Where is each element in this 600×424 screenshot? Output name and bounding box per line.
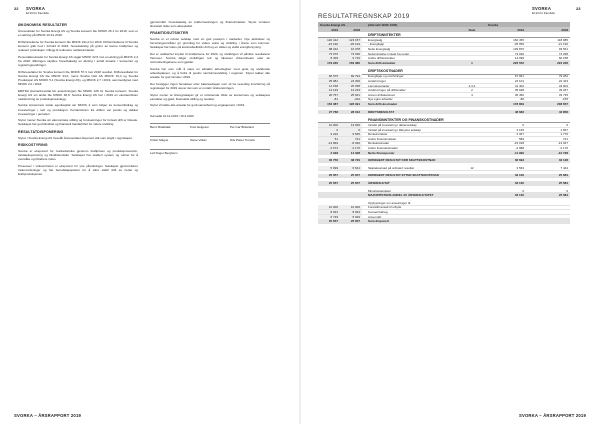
- cell-b: 14 328: [350, 150, 360, 155]
- cell-label: Andre finanskostnader: [368, 146, 399, 151]
- cell-d: 25 684: [558, 173, 568, 178]
- cell-a: 2 948: [330, 150, 338, 155]
- cell-label: Rentekostnader: [368, 141, 390, 146]
- cell-b: 25 657: [350, 173, 360, 178]
- signature-line: Nils Petter Tronsta: [230, 136, 270, 142]
- year-col-a: 2019: [331, 27, 338, 32]
- cell-a: 6 749: [318, 215, 340, 219]
- cell-label: MAJORITETENS ANDEL AV ÅRSRESULTATET: [368, 193, 434, 198]
- section-heading: RESULTATDISPONERING: [18, 129, 64, 134]
- cell-label: Foreslått avsatt til utbytte: [368, 205, 402, 210]
- cell-b: 13 233: [340, 88, 362, 92]
- cell-c: 3 165: [516, 127, 524, 132]
- cell-a: 25 657: [328, 219, 338, 224]
- signature-line: [230, 149, 270, 155]
- signature-block: [150, 123, 270, 155]
- cell-label: DRIFTSRESULTAT: [368, 109, 395, 114]
- cell-b: -2 176: [340, 146, 362, 150]
- cell-c: 36 450: [514, 92, 524, 97]
- cell-a: 27 768: [328, 109, 338, 114]
- cell-c: 35 928: [514, 88, 524, 93]
- cell-a: 179 946: [327, 60, 338, 65]
- cell-c: 0: [522, 188, 524, 193]
- cell-c: -2 988: [515, 146, 524, 151]
- cell-d: 60 158: [558, 56, 568, 61]
- cell-d: -13 937: [557, 141, 568, 146]
- cell-d: 25 684: [558, 193, 568, 198]
- cell-label: Konsernbidrag: [368, 210, 388, 215]
- cell-d: 39 267: [558, 88, 568, 93]
- cell-c: 160 455: [513, 37, 524, 42]
- cell-c: -15 018: [513, 141, 524, 146]
- cell-a: -15 190: [318, 42, 340, 46]
- signature-line: Bernt Brattbakk: [150, 123, 190, 129]
- cell-d: 33 735: [558, 92, 568, 97]
- cell-label: Opplysninger om avsetninger til:: [368, 200, 411, 205]
- body-paragraph: Svorka er eksponert for markedsrisiko gjennom kraftprisen og produksjonsvolum, valutaeksponering og likviditetsrisiko. Selskapet har etablert system og rutiner for å overvåke og håndtere risiko.: [18, 148, 138, 161]
- body-paragraph: Det foreligger ingen hendelser etter balansedagen som vil ha vesentlig innvirkning på regnskapet for 2019 utover det som er omtalt i årsberetningen.: [150, 81, 270, 90]
- cell-a: 152 387: [327, 101, 338, 106]
- cell-c: 33 130: [514, 173, 524, 178]
- cell-c: 67 961: [514, 74, 524, 79]
- cell-b: 24 300: [340, 79, 362, 83]
- cell-d: 118 985: [557, 37, 568, 42]
- page-title: RESULTATREGNSKAP 2019: [318, 13, 410, 20]
- cell-label: ORDINÆRT RESULTAT ETTER SKATTEKOSTNAD: [368, 173, 439, 178]
- text-column-2: [150, 20, 270, 155]
- entity-right-label: Svorka: [488, 22, 499, 27]
- cell-label: Energisalg: [368, 37, 383, 42]
- cell-c: 73 036: [514, 51, 524, 56]
- cell-a: 73 076: [318, 52, 340, 56]
- signature-line: Leif Roger Bergheim: [150, 149, 190, 155]
- cell-label: ORDINÆRT RESULTAT FØR SKATTEKOSTNAD: [368, 158, 436, 163]
- page-footer: SVORKA – ÅRSRAPPORT 2019: [14, 413, 82, 418]
- cell-c: 41 402: [514, 83, 524, 88]
- signature-line: Kristin Magne: [150, 136, 190, 142]
- cell-a: -81: [318, 97, 340, 101]
- body-paragraph: EBITDA (kontantresultat før avskrivninger) ble MNOK 128 for Svorka konsern. Svorka Energi AS sin andel ble MNOK 48,8. Svorka Energi AS har i 2019 en ekstraordinær nedskrivning av produksjonsanlegg.: [18, 88, 138, 101]
- cell-d: 222 226: [557, 60, 568, 65]
- section-heading: FRAMTIDSUTSIKTER: [150, 31, 189, 36]
- cell-c: 33 130: [514, 193, 524, 198]
- section-heading: RISIKOSTYRING: [18, 142, 48, 147]
- cell-d: 93 561: [558, 46, 568, 51]
- body-paragraph: Svorka har som mål å være en attraktiv arbeidsgiver med gode og utviklende arbeidsplasser, og å bidra til positiv samfunnsutvikling i regionen. Styret takker alle ansatte for god innsats i 2019.: [150, 67, 270, 80]
- cell-a: 98 222: [318, 47, 340, 51]
- cell-b: -8 030: [340, 141, 362, 145]
- page-number: 22: [14, 6, 19, 11]
- cell-b: 25 657: [350, 219, 360, 224]
- year-col-b: 2018: [353, 27, 360, 32]
- year-col-d: 2018: [561, 27, 568, 32]
- body-paragraph: Svorka er et robust selskap med en god posisjon i markedet. Nye aktiviteter og forretningsområder gir grunnlag for videre vekst og utvikling i årene som kommer. Selskapet har fokus på kostnadseffektiv drift og en sikker og stabil energiforsyning.: [150, 37, 270, 50]
- cell-b: 20 038: [340, 84, 362, 88]
- cell-b: 73 036: [340, 52, 362, 56]
- body-paragraph: Styret i Svorka Energi AS foreslår årsresultatet disponert slik som angitt i regnskapet.: [18, 135, 133, 140]
- signature-line: [190, 149, 230, 155]
- cell-label: Nye egne arbeider: [368, 97, 393, 102]
- cell-label: Lønnskostnader: [368, 83, 390, 88]
- entity-left-label: Svorka Energi AS: [320, 22, 346, 27]
- cell-b: 5 929: [340, 215, 362, 219]
- cell-a: 25 081: [318, 79, 340, 83]
- cell-label: Avskrivninger: [368, 78, 386, 83]
- cell-a: 25 657: [328, 173, 338, 178]
- units-label: (Alle tall i NOK 1000): [368, 22, 398, 27]
- section-heading: ØKONOMISK RESULTATER: [18, 23, 67, 27]
- cell-d: -10 728: [557, 150, 568, 155]
- cell-note: 2: [471, 88, 473, 93]
- cell-label: Energikjøp og overføringer: [368, 74, 404, 79]
- cell-note: 12: [470, 165, 474, 170]
- cell-b: 8 943: [340, 210, 362, 214]
- body-paragraph: Årsresultatet for Svorka Energi AS og Svorka konsern ble MNOK 25,1 for 2019, som er en økning på MNOK 10 fra 2018.: [18, 29, 138, 38]
- cell-a: 11 158: [318, 84, 340, 88]
- body-paragraph: Styret mener at årsregnskapet gir et rettvisende bilde av konsernets og selskapets eiendeler og gjeld, finansielle stilling og resultat.: [150, 92, 270, 101]
- cell-label: Netto finansposter: [368, 150, 395, 155]
- brand-logo-text: [532, 6, 555, 16]
- body-paragraph: Svorka konsernets totale egenkapital var MNOK 2 som følger av konsernbidrag og investeringer i nett og produksjon. Kontantstrøm fra driften var positiv og dekket investeringer i perioden.: [18, 103, 138, 116]
- cell-a: 30 756: [328, 158, 338, 163]
- cell-c: 2 367: [516, 132, 524, 137]
- cell-c: 33 130: [514, 181, 524, 186]
- cell-label: Avskrivninger på driftsmidler: [368, 88, 406, 93]
- cell-c: 178 809: [513, 101, 524, 106]
- cell-d: -2 176: [559, 146, 568, 151]
- cell-b: -35 193: [340, 42, 362, 46]
- year-col-c: 2019: [517, 27, 524, 32]
- cell-b: 123 157: [340, 38, 362, 42]
- cell-a: 66 575: [318, 74, 340, 78]
- body-paragraph: Driftsresultatet for Svorka konsern ble MNOK 57,3 mot 2018 resultat. Driftsresultatet for Svorka Energi AS ble MNOK 34,0, mens Svorka Nett AS MNOK 19,4 og Svorka Produksjon AS MNOK 5,1 (Svorka Energi AS), og MNOK 2,7 i 2019, sammenlignet med MNOK 2,0 i 2018.: [18, 69, 138, 86]
- cell-b: 6 716: [340, 56, 362, 60]
- cell-b: -310: [340, 97, 362, 101]
- cell-label: Sum driftsinntekter: [368, 60, 396, 65]
- brand-logo-text: [26, 6, 49, 16]
- cell-c: 48 683: [514, 109, 524, 114]
- cell-d: 1 776: [560, 132, 568, 137]
- cell-a: 120 412: [318, 38, 340, 42]
- cell-d: 43 904: [558, 83, 568, 88]
- cell-d: 43 856: [558, 109, 568, 114]
- page-number: 23: [576, 6, 581, 11]
- cell-label: DRIFTSINNTEKTER: [368, 32, 401, 37]
- cell-a: 10 000: [318, 205, 340, 209]
- cell-c: -80: [519, 97, 524, 102]
- body-paragraph: Styret mener Svorka sin økonomiske stilling og forutsetninger for fortsatt drift er tilstede. Selskapet har god likviditet og finansiell handlefrihet for videre utvikling.: [18, 118, 138, 127]
- note-col: Note: [468, 27, 476, 32]
- brand-name: SVORKA: [26, 6, 46, 11]
- body-paragraph: Prosesser i virksomheten er eksponert for ytre påvirkninger. Selskapet gjennomfører risikovurderinger og har beredskapsplaner for å sikre stabil drift av nettet og kraftproduksjonen.: [18, 163, 138, 176]
- cell-c: -35 059: [513, 42, 524, 47]
- cell-d: 79 262: [558, 74, 568, 79]
- cell-b: 0: [340, 128, 362, 132]
- cell-b: 25 941: [340, 93, 362, 97]
- cell-c: 3 563: [516, 165, 524, 170]
- cell-b: 128 391: [349, 101, 360, 106]
- cell-label: Renteinntekter: [368, 132, 388, 137]
- cell-a: 51: [318, 137, 340, 141]
- cell-note: 2,3,4: [468, 83, 476, 88]
- cell-label: Inntekt på investering i tilknyttet selskap: [368, 127, 421, 132]
- cell-b: 10 000: [340, 205, 362, 209]
- cell-c: 36 693: [514, 158, 524, 163]
- cell-d: 7 444: [560, 165, 568, 170]
- cell-a: 14 149: [318, 88, 340, 92]
- cell-note: 4: [471, 92, 473, 97]
- cell-a: -13 869: [318, 141, 340, 145]
- cell-d: -155: [561, 97, 568, 102]
- cell-b: 741: [340, 137, 362, 141]
- cell-a: 0: [318, 128, 340, 132]
- income-statement-table: [318, 22, 570, 224]
- cell-label: - Energikjøp: [368, 42, 385, 47]
- cell-a: 25 657: [328, 181, 338, 186]
- cell-a: -2 673: [318, 146, 340, 150]
- cell-a: 5 099: [318, 166, 340, 170]
- page-footer: SVORKA – ÅRSRAPPORT 2019: [518, 413, 586, 418]
- cell-d: 25 684: [558, 181, 568, 186]
- brand-name: SVORKA: [532, 6, 552, 11]
- table-entity-header: [318, 22, 570, 27]
- right-page: [300, 0, 600, 424]
- cell-a: 8 943: [318, 210, 340, 214]
- cell-label: Andre driftsinntekter: [368, 56, 395, 61]
- body-paragraph: Personalkostnader for Svorka Energi AS utgjør MNOK 22,5 mot en økning på MNOK 2,4 fra 2018. Økningen skyldes hovedsakelig en økning i antall ansatte i konsernet og reguleringsendringer.: [18, 54, 138, 67]
- cell-b: 38 729: [350, 158, 360, 163]
- cell-d: 22 423: [558, 78, 568, 83]
- signature-line: Per Ivar Birkeland: [230, 123, 270, 129]
- body-paragraph: gjennomført hovedsakelig av kraftomsetningen og finansinntekter. Styret vurderer finansiell risiko som akseptabel.: [150, 20, 270, 29]
- cell-b: 10 078: [340, 47, 362, 51]
- signature-line: Steve Vollan: [190, 136, 230, 142]
- cell-b: 69 794: [340, 74, 362, 78]
- brand-tagline: Et tilt for framtida: [532, 11, 555, 15]
- cell-b: 6 641: [340, 166, 362, 170]
- cell-note: 1: [471, 60, 473, 65]
- cell-label: Annen EK: [368, 214, 382, 219]
- cell-a: 10 000: [318, 123, 340, 127]
- cell-label: Annen driftskostnad: [368, 92, 395, 97]
- cell-d: 1 657: [560, 127, 568, 132]
- signature-date: Surnadal 31.12.2019 / 19.3.2020: [150, 113, 194, 118]
- cell-b: 9 565: [340, 132, 362, 136]
- cell-label: Inntekt på investering i datterselskap: [368, 123, 417, 128]
- cell-b: 13 930: [340, 123, 362, 127]
- cell-b: 156 380: [349, 60, 360, 65]
- cell-c: 226 552: [513, 60, 524, 65]
- cell-b: 25 657: [350, 181, 360, 186]
- signature-line: Knut Helgetun: [190, 123, 230, 129]
- cell-label: Skattekostnad på ordinært resultat: [368, 165, 414, 170]
- cell-a: 20 767: [318, 93, 340, 97]
- cell-c: 139 876: [513, 46, 524, 51]
- cell-d: 33 128: [558, 158, 568, 163]
- cell-label: Sum driftskostnader: [368, 101, 398, 106]
- brand-tagline: Et tilt for framtida: [26, 11, 49, 15]
- cell-c: 0: [522, 123, 524, 128]
- cell-label: Nettoinntekter inntekt fra nettet: [368, 51, 410, 56]
- cell-a: 8 409: [318, 56, 340, 60]
- cell-c: -11 990: [513, 150, 524, 155]
- cell-d: 0: [566, 123, 568, 128]
- cell-label: FINANSINNTEKTER OG FINANSKOSTNADER: [368, 117, 444, 122]
- cell-d: 74 038: [558, 51, 568, 56]
- subtotal-row: [318, 219, 570, 224]
- text-column-1: [18, 20, 138, 179]
- cell-d: 741: [562, 136, 568, 141]
- cell-label: Netto Energisalg: [368, 46, 391, 51]
- cell-c: 583: [518, 136, 524, 141]
- cell-d: 0: [566, 188, 568, 193]
- body-paragraph: Driftsinntektene for Svorka konsern ble MNOK 221,0 for 2019. Driftsinntektene til Svorka konsern gikk ned i forhold til 2018, hovedsakelig på grunn av lavere kraftpriser og redusert produksjon i tillegg til reduserte nettleieinntekter.: [18, 39, 138, 53]
- cell-label: Andre finansinntekter: [368, 136, 397, 141]
- cell-label: DRIFTSKOSTNADER: [368, 69, 403, 74]
- body-paragraph: Styret vil takke alle ansatte for godt samarbeid og engasjement i 2019.: [150, 103, 246, 108]
- cell-c: 14 099: [514, 56, 524, 61]
- cell-label: Minoritetsandeler: [368, 188, 392, 193]
- cell-d: 208 657: [557, 101, 568, 106]
- cell-d: -21 190: [557, 42, 568, 47]
- cell-a: 9 220: [318, 132, 340, 136]
- cell-b: 28 012: [350, 109, 360, 114]
- cell-c: 24 101: [514, 78, 524, 83]
- cell-label: ÅRSRESULTAT: [368, 181, 390, 186]
- body-paragraph: Det er usikkerhet knyttet til kraftprisene for 2020, og utviklingen vil påvirke resultatene fremover. Svorka følger utviklingen tett og tilpasser virksomheten etter de rammebetingelsene som gjelder.: [150, 52, 270, 65]
- cell-label: Sum disponert: [368, 219, 390, 224]
